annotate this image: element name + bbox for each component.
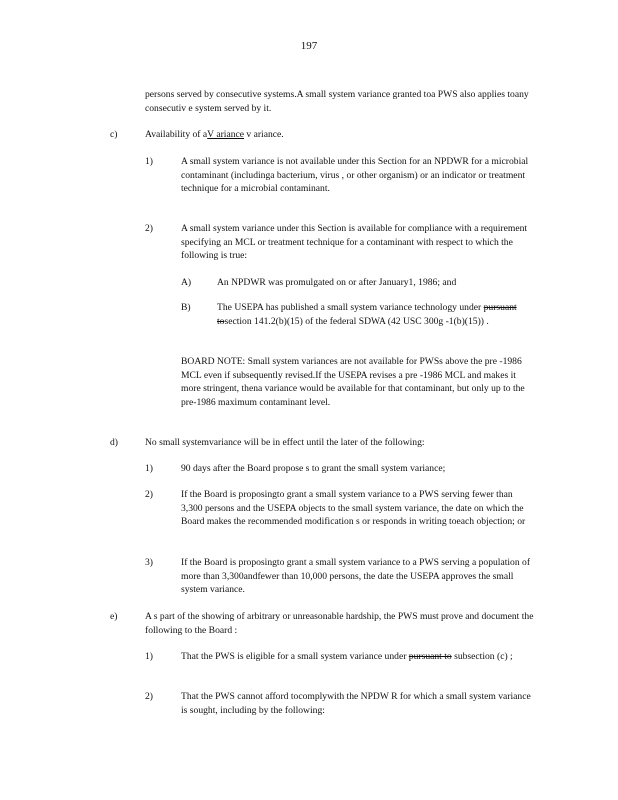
section-e-item1-text-pre: That the PWS is eligible for a small system variance under bbox=[181, 651, 409, 662]
section-d-item3-text: If the Board is proposingto grant a small system variance to a PWS serving a population of more than 3,300andfewer than 10,000 persons, the date the USEPA approves the small system variance. bbox=[181, 557, 531, 595]
section-c-label: c) bbox=[110, 129, 118, 140]
section-c-item1-label: 1) bbox=[145, 156, 153, 167]
section-d-item2-text: If the Board is proposingto grant a small system variance to a PWS serving fewer than 3,300 persons and the USEPA objects to the small system variance, the date on which the Board makes the recommended modification s or responds in writing toeach objection; or bbox=[181, 489, 526, 527]
section-c-sub-a-text: An NPDWR was promulgated on or after January1, 1986; and bbox=[217, 277, 457, 288]
section-e-title: A s part of the showing of arbitrary or unreasonable hardship, the PWS must prove and document the following to the Board : bbox=[145, 611, 534, 636]
section-c-title-pre: Availability of a bbox=[145, 129, 208, 140]
page-number: 197 bbox=[300, 40, 318, 52]
section-e-item1-label: 1) bbox=[145, 651, 153, 662]
section-e-item1-text-post: subsection (c) ; bbox=[451, 651, 513, 662]
section-c-item2-label: 2) bbox=[145, 223, 153, 234]
section-c-sub-b-text-pre: The USEPA has published a small system variance technology under bbox=[217, 302, 484, 313]
board-note: BOARD NOTE: Small system variances are not available for PWSs above the pre -1986 MCL even if subsequently revised.If the USEPA revises a pre -1986 MCL and makes it more stringent, thena variance would be available for that contaminant, but only up to the pre-1986 maximum contaminant level. bbox=[181, 356, 525, 408]
section-c-sub-b-label: B) bbox=[181, 302, 191, 313]
section-d-item3-label: 3) bbox=[145, 557, 153, 568]
section-e-label: e) bbox=[110, 611, 118, 622]
section-c-sub-a-label: A) bbox=[181, 277, 192, 288]
section-e-item2-label: 2) bbox=[145, 691, 153, 702]
section-c-sub-b-text bbox=[217, 301, 532, 328]
section-d-item1-text: 90 days after the Board propose s to grant the small system variance; bbox=[181, 463, 446, 474]
section-c-item2-text: A small system variance under this Section is available for compliance with a requirement specifying an MCL or treatment technique for a contaminant with respect to which the following is true: bbox=[181, 223, 528, 261]
section-d-title: No small systemvariance will be in effect until the later of the following: bbox=[145, 437, 425, 448]
section-e-item1-text bbox=[181, 650, 536, 664]
section-c-title bbox=[145, 128, 535, 142]
section-c-title-underlined: V ariance bbox=[207, 129, 245, 140]
section-c-sub-b-struck: pursuant to bbox=[217, 302, 517, 327]
intro-paragraph: persons served by consecutive systems.A small system variance granted toa PWS also applies toany consecutiv e system served by it. bbox=[145, 89, 529, 114]
section-e-item1-struck: pursuant to bbox=[408, 651, 452, 662]
section-e-item2-text: That the PWS cannot afford tocomplywith the NPDW R for which a small system variance is sought, including by the following: bbox=[181, 691, 531, 716]
section-c-title-post: v ariance. bbox=[244, 129, 284, 140]
section-d-item1-label: 1) bbox=[145, 463, 153, 474]
section-d-label: d) bbox=[110, 437, 118, 448]
section-d-item2-label: 2) bbox=[145, 489, 153, 500]
section-c-item1-text: A small system variance is not available under this Section for an NPDWR for a microbial contaminant (includinga bacterium, virus , or other organism) or an indicator or treatment technique for a microbial contaminant. bbox=[181, 156, 529, 194]
section-c-sub-b-text-post: section 141.2(b)(15) of the federal SDWA (42 USC 300g -1(b)(15)) . bbox=[224, 315, 489, 327]
